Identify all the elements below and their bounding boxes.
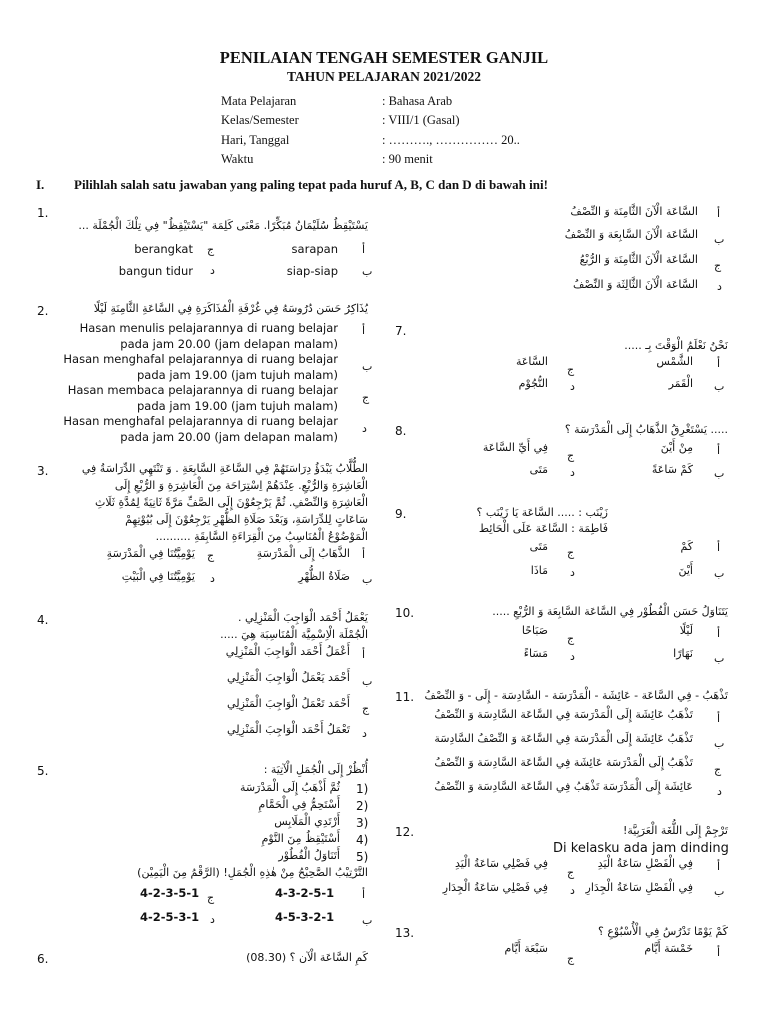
option-letter-b: ب <box>362 573 373 586</box>
section-instruction: Pilihlah salah satu jawaban yang paling tepat pada huruf A, B, C dan D di bawah ini! <box>74 177 548 192</box>
option-letter-c: ج <box>362 391 370 404</box>
option-b-line1[interactable]: Hasan menghafal pelajarannya di ruang belajar <box>63 352 338 366</box>
option-letter-a: أ <box>717 207 721 220</box>
option-letter-b: ب <box>714 380 725 393</box>
option-b[interactable]: أَحْمَد يَعْمَلُ الْوَاجِبَ الْمَنْزِلِي <box>227 671 350 684</box>
option-d[interactable]: عَائِشَة إِلَى الْمَدْرَسَة تَذْهَبُ فِي السَّاعَة السَّادِسَة وَ النِّصْفُ <box>434 780 693 793</box>
question-stem: نَحْنُ نَعْلَمُ الْوَقْتَ بِـ ..... <box>624 339 728 352</box>
option-letter-b: ب <box>714 567 725 580</box>
passage-line: الطُّلَّابُ يَبْدَؤُ دِرَاسَتَهُمْ فِي السَّاعَةِ السَّابِعَةِ . وَ تَنْتَهِي الدِّرَاسَةُ فِي <box>81 462 368 475</box>
option-letter-d: د <box>717 785 722 798</box>
option-letter-c: ج <box>567 546 575 559</box>
option-c[interactable]: تَذْهَبُ إِلَى الْمَدْرَسَة عَائِشَة فِي السَّاعَة السَّادِسَة وَ النِّصْفُ <box>434 756 693 769</box>
option-letter-a: أ <box>362 243 366 256</box>
option-letter-c: ج <box>567 449 575 462</box>
list-item-text: أَرْتَدِي الْمَلَابِس <box>274 815 340 828</box>
option-a[interactable]: sarapan <box>291 242 338 256</box>
option-letter-a: أ <box>717 627 721 640</box>
option-a[interactable]: كَمْ <box>680 540 693 553</box>
question-stem: يَسْتَيْقِظُ سُلَيْمَانُ مُبَكِّرًا. مَعْنَى كَلِمَة "يَسْتَيْقِظُ" فِي تِلْكَ الْجُمْلَة ... <box>78 219 368 232</box>
option-letter-a: أ <box>362 324 366 337</box>
option-letter-a: أ <box>362 548 366 561</box>
option-c[interactable]: يَوْمِيَّتُنَا فِي الْمَدْرَسَةِ <box>106 547 195 560</box>
option-b[interactable]: السَّاعَة الْآنَ السَّابِعَة وَ النِّصْفُ <box>564 228 698 241</box>
option-letter-d: د <box>570 380 575 393</box>
option-d-line1[interactable]: Hasan menghafal pelajarannya di ruang belajar <box>63 414 338 428</box>
option-a[interactable]: تَذْهَبُ عَائِشَة إِلَى الْمَدْرَسَة فِي السَّاعَة السَّادِسَة وَ النِّصْفُ <box>434 708 693 721</box>
question-number: 8. <box>395 424 407 438</box>
list-item-number: 4) <box>356 833 369 847</box>
option-a[interactable]: السَّاعَة الْآنَ الثَّامِنَة وَ النِّصْفُ <box>570 205 698 218</box>
option-d[interactable]: السَّاعَة الْآنَ الثَّالِثَة وَ النِّصْفُ <box>572 278 698 291</box>
option-c[interactable]: فِي فَصْلِي سَاعَةُ الْيَدِ <box>454 857 548 870</box>
option-c[interactable]: مَتَى <box>529 540 548 553</box>
info-label-class: Kelas/Semester <box>221 113 299 127</box>
info-value-time: : 90 menit <box>382 152 433 166</box>
question-stem: تَرْجِمْ إِلَى اللُّغَة الْعَرَبِيَّة! <box>622 824 728 837</box>
option-letter-d: د <box>570 466 575 479</box>
option-a[interactable]: لَيْلًا <box>679 624 693 637</box>
option-letter-c: ج <box>207 891 215 904</box>
option-letter-b: ب <box>714 885 725 898</box>
option-d[interactable]: فِي فَصْلِي سَاعَةُ الْجِدَارِ <box>442 881 548 894</box>
option-letter-d: د <box>570 650 575 663</box>
option-letter-d: د <box>362 727 367 740</box>
question-number: 7. <box>395 324 407 338</box>
list-item-text: أَتَنَاوَلُ الْفُطُوْر <box>278 849 340 862</box>
option-b[interactable]: نَهَارًا <box>673 647 693 660</box>
option-letter-b: ب <box>362 914 373 927</box>
option-b[interactable]: تَذْهَبُ عَائِشَة إِلَى الْمَدْرَسَة فِي السَّاعَة وَ النِّصْفُ السَّادِسَة <box>434 732 693 745</box>
question-line: أُنْظُرْ إِلَى الْجُمَلِ الْآتِيَة : <box>263 763 368 776</box>
dialog-line: زَيْنَب : ..... السَّاعَة يَا زَيْنَب ؟ <box>476 506 608 519</box>
option-c[interactable]: صَبَاحًا <box>521 624 548 637</box>
option-letter-b: ب <box>362 360 373 373</box>
list-item-number: 1) <box>356 782 369 796</box>
question-line: يَعْمَلُ أَحْمَد الْوَاجِبَ الْمَنْزِلِي . <box>238 611 368 624</box>
option-d[interactable]: bangun tidur <box>118 264 193 278</box>
option-d[interactable]: يَوْمِيَّتُنَا فِي الْبَيْتِ <box>121 570 195 583</box>
option-letter-a: أ <box>717 444 721 457</box>
question-stem: الْمَوْضُوْعُ الْمُنَاسِبُ مِنَ الْقِرَاءَةِ السَّابِقَةِ .......... <box>155 530 368 543</box>
option-letter-c: ج <box>567 363 575 376</box>
option-d[interactable]: النُّجُوْم <box>518 377 548 390</box>
option-c[interactable]: السَّاعَة <box>515 355 548 368</box>
option-c[interactable]: أَحْمَد تَعْمَلُ الْوَاجِبَ الْمَنْزِلِي <box>227 697 350 710</box>
option-letter-a: أ <box>717 541 721 554</box>
passage-line: الْعَاشِرَةِ وَالنِّصْفِ. ثُمَّ يَرْجِعُوْنَ إِلَى الصَّفِّ مَرَّةً ثَانِيَةً لِمُدَّةِ ثَلَاثِ <box>95 496 368 509</box>
option-b[interactable]: فِي الْفَصْلِ سَاعَةُ الْجِدَارِ <box>585 881 693 894</box>
option-a[interactable]: 4-3-2-5-1 <box>275 886 335 900</box>
question-number: 4. <box>37 613 49 627</box>
option-b[interactable]: siap-siap <box>286 264 338 278</box>
option-letter-c: ج <box>567 632 575 645</box>
option-c[interactable]: 4-2-3-5-1 <box>140 886 200 900</box>
option-letter-a: أ <box>362 888 366 901</box>
option-letter-d: د <box>570 884 575 897</box>
dialog-line: فَاطِمَة : السَّاعَة عَلَى الْحَائِط <box>478 522 608 535</box>
option-b[interactable]: كَمْ سَاعَةً <box>651 463 693 476</box>
passage-line: سَاعَاتٍ لِلدِّرَاسَةِ، وَبَعْدَ صَلَاةِ الظُّهْرِ يَرْجِعُوْنَ إِلَى بُيُوْتِهِمْ <box>125 513 368 526</box>
option-c[interactable]: berangkat <box>134 242 193 256</box>
info-value-class: : VIII/1 (Gasal) <box>382 113 460 127</box>
option-d-line2[interactable]: pada jam 20.00 (jam delapan malam) <box>120 430 338 444</box>
info-label-time: Waktu <box>221 152 254 166</box>
option-letter-c: ج <box>567 866 575 879</box>
question-stem: تَذْهَبُ - فِي السَّاعَة - عَائِشَة - الْمَدْرَسَة - السَّادِسَة - إِلَى - وَ النِّصْفُ <box>424 689 728 702</box>
option-d[interactable]: مَسَاءً <box>523 647 548 660</box>
option-letter-b: ب <box>362 675 373 688</box>
option-letter-c: ج <box>714 259 722 272</box>
question-number: 1. <box>37 206 49 220</box>
option-letter-a: أ <box>717 357 721 370</box>
option-a[interactable]: الذَّهَابُ إِلَى الْمَدْرَسَةِ <box>256 547 350 560</box>
option-letter-c: ج <box>207 243 215 256</box>
option-c[interactable]: السَّاعَة الْآنَ الثَّامِنَة وَ الرُّبْعُ <box>579 253 698 266</box>
page-title: PENILAIAN TENGAH SEMESTER GANJIL <box>219 48 549 67</box>
option-letter-b: ب <box>714 233 725 246</box>
option-b[interactable]: 4-5-3-2-1 <box>275 910 335 924</box>
option-b[interactable]: الْقَمَر <box>668 377 693 390</box>
option-b[interactable]: أَيْنَ <box>678 564 693 577</box>
option-letter-b: ب <box>714 652 725 665</box>
option-letter-a: أ <box>717 946 721 959</box>
question-number: 11. <box>395 690 415 704</box>
option-c-line1[interactable]: Hasan membaca pelajarannya di ruang belajar <box>67 383 338 397</box>
option-c[interactable]: سَبْعَة أَيَّام <box>504 942 548 955</box>
option-letter-d: د <box>210 913 215 926</box>
list-item-text: أَسْتَيْقِظُ مِنَ النَّوْمِ <box>261 832 340 845</box>
question-number: 3. <box>37 464 49 478</box>
option-d[interactable]: مَتَى <box>529 463 548 476</box>
option-a-line2[interactable]: pada jam 20.00 (jam delapan malam) <box>120 337 338 351</box>
option-d[interactable]: مَاذَا <box>530 564 548 577</box>
question-number: 5. <box>37 764 49 778</box>
question-stem: ..... يَسْتَغْرِقُ الذَّهَابُ إِلَى الْمَدْرَسَة ؟ <box>564 423 728 436</box>
option-letter-b: ب <box>714 467 725 480</box>
option-letter-c: ج <box>362 702 370 715</box>
question-number: 10. <box>395 606 415 620</box>
section-number: I. <box>36 177 45 192</box>
option-letter-d: د <box>210 264 215 277</box>
page-subtitle: TAHUN PELAJARAN 2021/2022 <box>286 69 481 84</box>
question-number: 2. <box>37 304 49 318</box>
option-c[interactable]: فِي أَيِّ السَّاعَة <box>482 441 548 454</box>
info-value-subject: : Bahasa Arab <box>382 94 453 108</box>
option-letter-d: د <box>210 572 215 585</box>
option-a[interactable]: أَعْمَلُ أَحْمَد الْوَاجِبَ الْمَنْزِلِي <box>225 645 350 658</box>
option-letter-a: أ <box>362 648 366 661</box>
translate-prompt: Di kelasku ada jam dinding <box>553 841 729 856</box>
option-c-line2[interactable]: pada jam 19.00 (jam tujuh malam) <box>136 399 338 413</box>
question-stem: الْجُمْلَة الْاِسْمِيَّة الْمُنَاسِبَة هِيَ ..... <box>220 628 368 641</box>
info-label-date: Hari, Tanggal <box>221 133 290 147</box>
option-a[interactable]: فِي الْفَصْلِ سَاعَةُ الْيَدِ <box>597 857 693 870</box>
option-b-line2[interactable]: pada jam 19.00 (jam tujuh malam) <box>136 368 338 382</box>
option-a-line1[interactable]: Hasan menulis pelajarannya di ruang belajar <box>79 321 338 335</box>
question-stem: يُذَاكِرُ حَسَن دُرُوسَهُ فِي غُرْفَةِ الْمُذَاكَرَةِ فِي السَّاعَةِ الثَّامِنَةِ لَيْلًا <box>93 302 368 315</box>
option-a[interactable]: خَمْسَة أَيَّام <box>644 942 693 955</box>
info-value-date: : ………., …………… 20.. <box>382 133 520 147</box>
list-item-number: 5) <box>356 850 369 864</box>
option-a[interactable]: مِنْ أَيْنَ <box>660 441 693 454</box>
question-number: 13. <box>395 926 415 940</box>
list-item-number: 2) <box>356 799 369 813</box>
option-letter-a: أ <box>717 712 721 725</box>
option-letter-b: ب <box>362 265 373 278</box>
option-letter-c: ج <box>567 952 575 965</box>
option-letter-d: د <box>570 566 575 579</box>
option-letter-d: د <box>362 422 367 435</box>
option-letter-c: ج <box>714 763 722 776</box>
list-item-text: ثُمَّ أَذْهَبُ إِلَى الْمَدْرَسَة <box>240 781 340 794</box>
question-stem: التَّرْتِيْبُ الصَّحِيْحُ مِنْ هٰذِهِ الْجُمَلِ! (الرَّقْمُ مِنَ الْيَمِيْن) <box>137 866 368 879</box>
option-letter-d: د <box>717 280 722 293</box>
list-item-number: 3) <box>356 816 369 830</box>
question-number: 9. <box>395 507 407 521</box>
question-stem: يَتَنَاوَلُ حَسَن الْفُطُوْر فِي السَّاعَة السَّابِعَة وَ الرُّبْعِ ..... <box>492 605 728 618</box>
list-item-text: أَسْتَحِمُّ فِي الْحَمَّامِ <box>258 798 340 811</box>
option-letter-a: أ <box>717 860 721 873</box>
option-b[interactable]: صَلَاةُ الظُّهْرِ <box>298 570 350 583</box>
option-letter-b: ب <box>714 737 725 750</box>
option-d[interactable]: 4-2-5-3-1 <box>140 910 200 924</box>
option-letter-c: ج <box>207 549 215 562</box>
question-number: 6. <box>37 952 49 966</box>
option-a[interactable]: الشَّمْس <box>656 355 693 368</box>
option-d[interactable]: تَعْمَلُ أَحْمَد الْوَاجِبَ الْمَنْزِلِي <box>227 723 350 736</box>
question-stem: كَمْ يَوْمًا تَدْرُسُ فِي الْأُسْبُوْعِ ؟ <box>598 925 728 938</box>
passage-line: الْعَاشِرَةِ وَالرُّبْعِ. عِنْدَهُمْ اِسْتِرَاحَة مِنَ الْعَاشِرَةِ وَ الرُّبْعِ إِلَى <box>114 479 368 492</box>
info-label-subject: Mata Pelajaran <box>221 94 297 108</box>
question-stem: كَمِ السَّاعَة الْآن ؟ (08.30) <box>246 951 368 964</box>
question-number: 12. <box>395 825 415 839</box>
